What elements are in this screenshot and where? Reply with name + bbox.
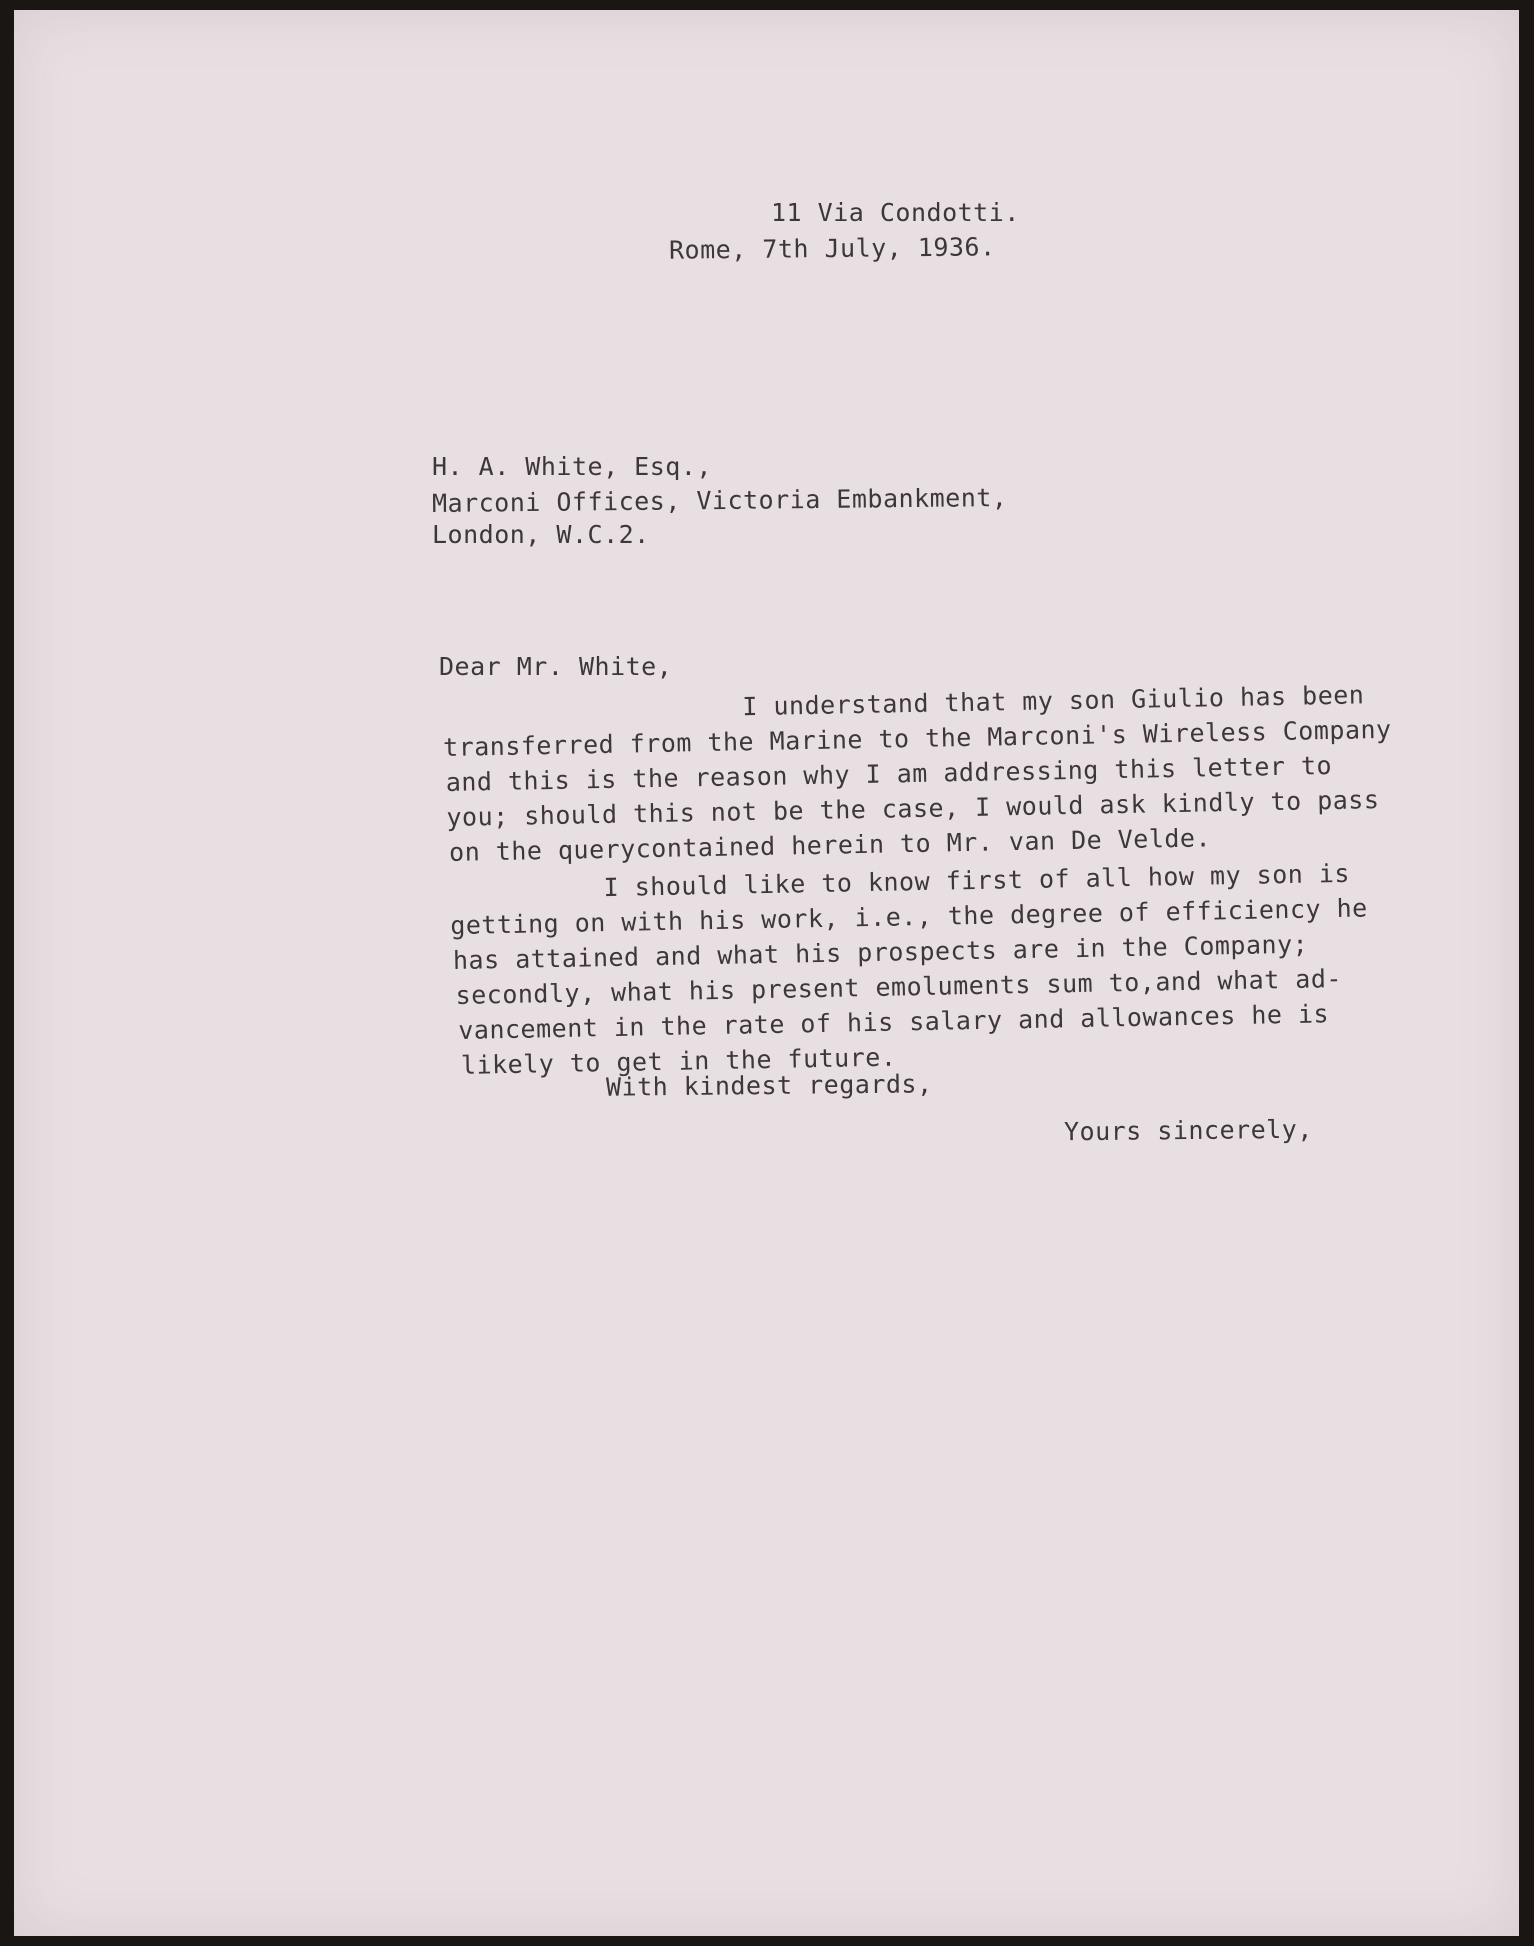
paragraph-1-line-5: on the querycontained herein to Mr. van De Velde. (448, 823, 1212, 867)
closing-regards: With kindest regards, (605, 1069, 933, 1102)
paragraph-1-line-2: transferred from the Marine to the Marconi's Wireless Company (442, 714, 1392, 763)
paragraph-2-line-5: vancement in the rate of his salary and allowances he is (458, 999, 1330, 1045)
salutation: Dear Mr. White, (439, 652, 673, 681)
paragraph-1-line-4: you; should this not be the case, I would ask kindly to pass (446, 785, 1380, 832)
sender-address-line-1: 11 Via Condotti. (771, 198, 1020, 227)
paragraph-1-line-3: and this is the reason why I am addressing this letter to (445, 750, 1333, 797)
sender-address-line-2: Rome, 7th July, 1936. (668, 232, 996, 265)
sign-off: Yours sincerely, (1063, 1114, 1313, 1147)
recipient-address-line-3: London, W.C.2. (432, 520, 650, 549)
paragraph-2-line-4: secondly, what his present emoluments sum to,and what ad- (455, 963, 1343, 1010)
paragraph-2-line-2: getting on with his work, i.e., the degree of efficiency he (450, 893, 1368, 941)
paragraph-2-line-3: has attained and what his prospects are in the Company; (452, 929, 1309, 976)
recipient-address-line-1: H. A. White, Esq., (432, 452, 712, 481)
paragraph-2-line-6: likely to get in the future. (460, 1042, 897, 1080)
letter-page (14, 10, 1519, 1936)
paragraph-1-line-1: I understand that my son Giulio has been (742, 680, 1365, 722)
paragraph-2-line-1: I should like to know first of all how my son is (603, 858, 1351, 903)
recipient-address-line-2: Marconi Offices, Victoria Embankment, (431, 482, 1008, 519)
